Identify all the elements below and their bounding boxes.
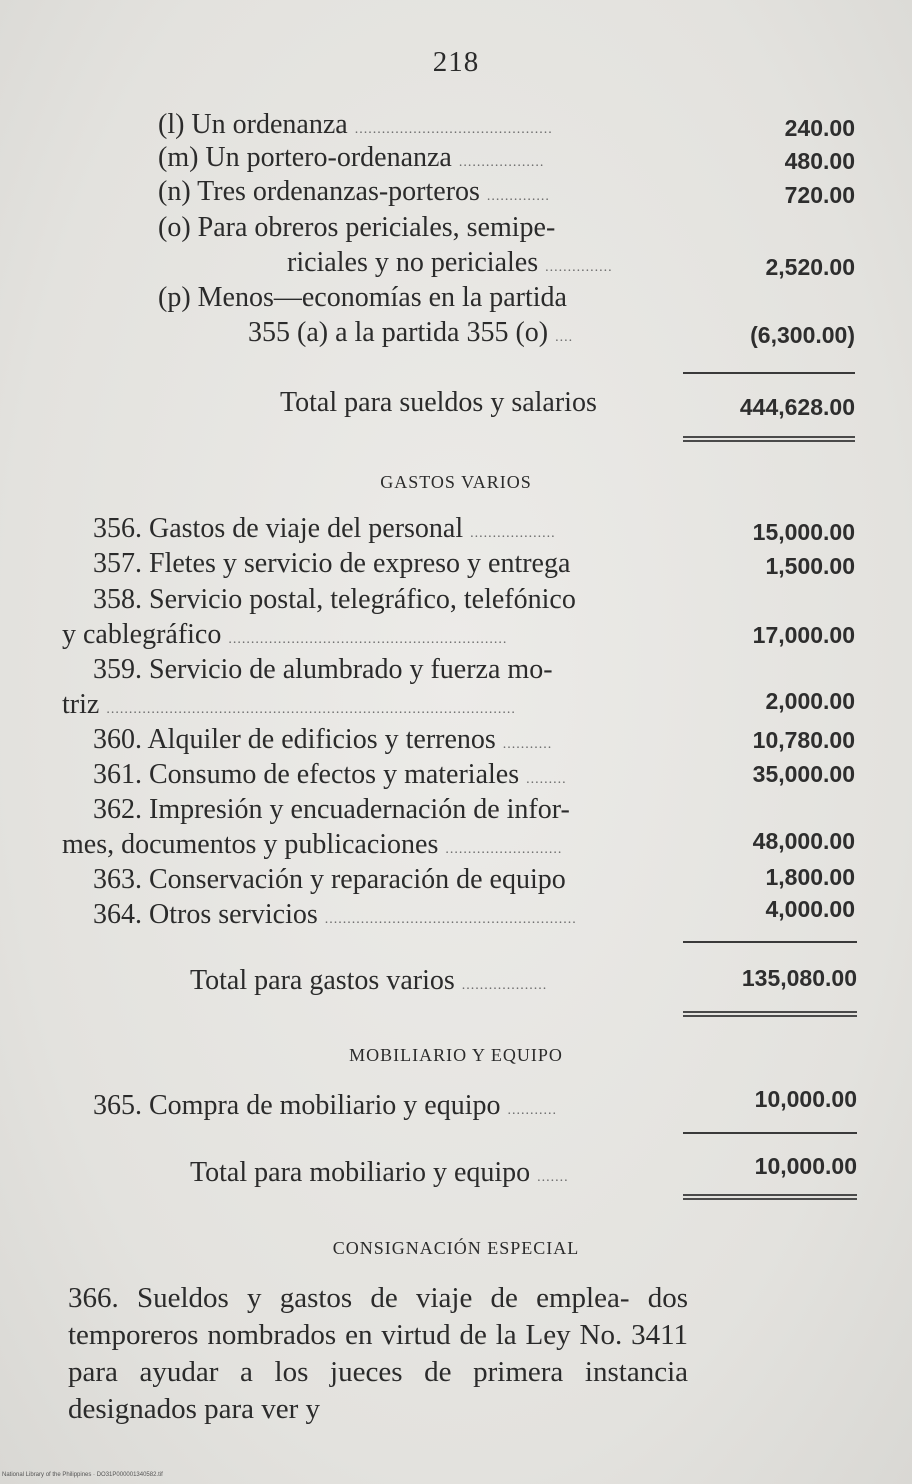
mobiliario-item-365 — [93, 1089, 557, 1128]
leader-dots: .............. — [486, 189, 550, 204]
item-label: 360. Alquiler de edificios y terrenos — [93, 724, 496, 755]
gastos-item-360 — [93, 723, 552, 762]
item-label: 355 (a) a la partida 355 (o) — [248, 317, 549, 348]
gastos-amount-363: 1,800.00 — [765, 864, 855, 890]
consignacion-paragraph: 366. Sueldos y gastos de viaje de emplea- dos temporeros nombrados en virtud de la Ley No. 3411 para ayudar a los jueces de primera instancia designados para ver y — [68, 1282, 688, 1425]
gastos-item-362-line1: 362. Impresión y encuadernación de infor- — [93, 794, 570, 825]
page-number: 218 — [432, 46, 480, 78]
salary-item-n — [158, 175, 550, 214]
gastos-amount-360: 10,780.00 — [752, 727, 855, 753]
leader-dots: ........... — [502, 737, 553, 752]
item-label: 356. Gastos de viaje del personal — [93, 513, 464, 544]
subtotal-rule — [683, 372, 855, 374]
total-gastos-label — [190, 964, 547, 1003]
item-label: triz — [62, 689, 100, 720]
total-salaries-label: Total para sueldos y salarios — [280, 387, 597, 418]
leader-dots: ........................................................................................... — [106, 702, 516, 717]
section-heading-mobiliario: MOBILIARIO Y EQUIPO — [349, 1045, 563, 1065]
gastos-amount-364: 4,000.00 — [765, 896, 855, 922]
item-label: (l) Un ordenanza — [158, 109, 348, 140]
leader-dots: ................... — [458, 155, 545, 170]
leader-dots: .... — [555, 330, 574, 345]
gastos-item-362-line2 — [62, 828, 562, 867]
leader-dots: ............... — [545, 260, 613, 275]
item-label: 364. Otros servicios — [93, 899, 318, 930]
subtotal-rule — [683, 1132, 857, 1134]
item-label: Total para mobiliario y equipo — [190, 1157, 531, 1188]
leader-dots: ............................................ — [354, 122, 553, 137]
leader-dots: .............................................................. — [228, 632, 508, 647]
total-double-rule — [683, 436, 855, 442]
salary-amount-p: (6,300.00) — [750, 322, 855, 348]
item-label: riciales y no periciales — [287, 247, 539, 278]
item-label: y cablegráfico — [62, 619, 222, 650]
gastos-item-364 — [93, 898, 577, 937]
total-mobiliario-label — [190, 1156, 569, 1195]
total-double-rule — [683, 1011, 857, 1017]
subtotal-rule — [683, 941, 857, 943]
total-double-rule — [683, 1194, 857, 1200]
salary-item-p-line1: (p) Menos—economías en la partida — [158, 282, 567, 313]
salary-amount-l: 240.00 — [784, 115, 855, 141]
gastos-item-359-line2 — [62, 688, 516, 727]
leader-dots: .......................... — [445, 842, 563, 857]
gastos-item-358-line2 — [62, 618, 507, 657]
item-label: 361. Consumo de efectos y materiales — [93, 759, 520, 790]
gastos-amount-361: 35,000.00 — [752, 761, 855, 787]
gastos-amount-362: 48,000.00 — [752, 828, 855, 854]
gastos-amount-357: 1,500.00 — [765, 553, 855, 579]
section-heading-consignacion: CONSIGNACIÓN ESPECIAL — [332, 1238, 580, 1258]
total-mobiliario-amount: 10,000.00 — [754, 1153, 857, 1179]
leader-dots: ....... — [537, 1170, 569, 1185]
scan-footer: National Library of the Philippines · DO31P000001340582.tif — [2, 1472, 163, 1478]
gastos-item-356 — [93, 512, 556, 551]
salary-item-o-line1: (o) Para obreros periciales, semipe- — [158, 212, 556, 243]
total-gastos-amount: 135,080.00 — [741, 965, 857, 991]
salary-amount-m: 480.00 — [784, 148, 855, 174]
gastos-item-358-line1: 358. Servicio postal, telegráfico, telefónico — [93, 584, 576, 615]
gastos-amount-356: 15,000.00 — [752, 519, 855, 545]
leader-dots: ........... — [507, 1103, 557, 1118]
mobiliario-amount-365: 10,000.00 — [754, 1086, 857, 1112]
leader-dots: ................... — [470, 526, 556, 541]
leader-dots: ......... — [526, 772, 567, 787]
gastos-amount-358: 17,000.00 — [752, 622, 855, 648]
item-label: (m) Un portero-ordenanza — [158, 142, 452, 173]
section-heading-gastos: GASTOS VARIOS — [380, 472, 532, 492]
gastos-amount-359: 2,000.00 — [765, 688, 855, 714]
gastos-item-363: 363. Conservación y reparación de equipo — [93, 864, 566, 895]
total-salaries-amount: 444,628.00 — [739, 394, 855, 420]
leader-dots: ........................................................ — [324, 912, 577, 927]
salary-amount-o: 2,520.00 — [765, 254, 855, 280]
item-label: (n) Tres ordenanzas-porteros — [158, 176, 480, 207]
item-label: 365. Compra de mobiliario y equipo — [93, 1090, 501, 1121]
leader-dots: ................... — [461, 978, 548, 993]
item-label: mes, documentos y publicaciones — [62, 829, 439, 860]
gastos-item-361 — [93, 758, 567, 797]
salary-amount-n: 720.00 — [784, 182, 855, 208]
item-label: Total para gastos varios — [190, 965, 455, 996]
gastos-item-357: 357. Fletes y servicio de expreso y entrega — [93, 548, 571, 579]
salary-item-o-line2 — [287, 246, 613, 285]
gastos-item-359-line1: 359. Servicio de alumbrado y fuerza mo- — [93, 654, 553, 685]
salary-item-p-line2 — [248, 316, 573, 355]
